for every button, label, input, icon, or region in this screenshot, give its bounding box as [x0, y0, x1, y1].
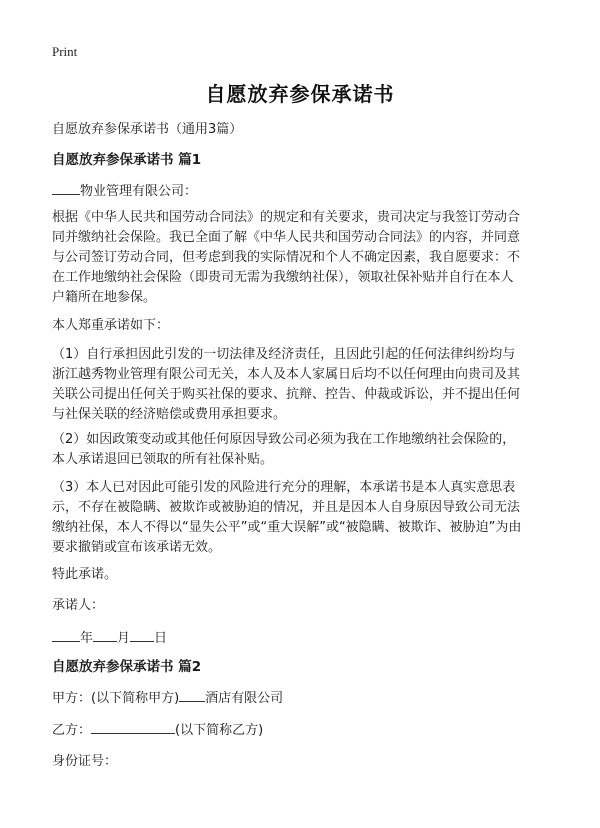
paragraph-line: 户籍所在地参保。	[52, 290, 157, 305]
party-b-suffix: (以下简称乙方)	[175, 723, 264, 738]
section2-party-a	[52, 687, 283, 709]
blank-line	[179, 687, 205, 702]
paragraph-line: 示，不存在被隐瞒、被欺诈或被胁迫的情况，并且是因本人自身原因导致公司无法	[52, 500, 521, 515]
date-day: 日	[154, 631, 168, 646]
paragraph-line: 缴纳社保，本人不得以“显失公平”或“重大误解”或“被隐瞒、被欺诈、被胁迫”为由	[52, 520, 522, 535]
addressee-text: 物业管理有限公司：	[80, 184, 198, 199]
paragraph-line: 同并缴纳社会保险。我已全面了解《中华人民共和国劳动合同法》的内容，并同意	[52, 230, 521, 245]
date-year: 年	[80, 631, 94, 646]
paragraph-line: 在工作地缴纳社会保险（即贵司无需为我缴纳社保），领取社保补贴并自行在本人	[52, 270, 514, 285]
section2-heading: 自愿放弃参保承诺书 篇2	[52, 659, 202, 675]
blank-line	[93, 627, 117, 642]
section1-heading: 自愿放弃参保承诺书 篇1	[52, 152, 202, 168]
date-month: 月	[117, 631, 131, 646]
paragraph-line: 本人承诺退回已领取的所有社保补贴。	[52, 452, 274, 467]
paragraph-line: 浙江越秀物业管理有限公司无关，本人及本人家属日后均不以任何理由向贵司及其	[52, 367, 521, 382]
paragraph-line: 关联公司提出任何关于购买社保的要求、抗辩、控告、仲裁或诉讼，并不提出任何	[52, 387, 521, 402]
paragraph-line: （1）自行承担因此引发的一切法律及经济责任，且因此引起的任何法律纠纷均与	[52, 347, 516, 362]
party-a-prefix: 甲方：(以下简称甲方)	[52, 691, 180, 706]
print-link[interactable]: Print	[52, 44, 78, 59]
section1-paragraph-1	[52, 208, 552, 308]
section1-item-1	[52, 345, 552, 425]
paragraph-line: （2）如因政策变动或其他任何原因导致公司必须为我在工作地缴纳社会保险的，	[52, 432, 516, 447]
paragraph-line: 要求撤销或宣布该承诺无效。	[52, 540, 222, 555]
blank-line	[130, 627, 154, 642]
paragraph-line: 根据《中华人民共和国劳动合同法》的规定和有关要求，贵司决定与我签订劳动合	[52, 210, 521, 225]
paragraph-line: 与社保关联的经济赔偿或费用承担要求。	[52, 407, 287, 422]
section1-closing: 特此承诺。	[52, 567, 118, 582]
section1-item-3	[52, 478, 552, 558]
party-a-suffix: 酒店有限公司	[205, 691, 284, 706]
blank-line	[52, 180, 80, 195]
section1-paragraph-2: 本人郑重承诺如下：	[52, 318, 170, 333]
blank-line	[52, 627, 80, 642]
section1-addressee	[52, 180, 197, 202]
section2-party-b	[52, 719, 263, 741]
section2-id-label: 身份证号：	[52, 754, 118, 769]
section1-date	[52, 627, 167, 649]
blank-line	[91, 719, 175, 734]
party-b-prefix: 乙方：	[52, 723, 92, 738]
document-subtitle: 自愿放弃参保承诺书（通用3篇）	[52, 122, 243, 137]
paragraph-line: 与公司签订劳动合同，但考虑到我的实际情况和个人不确定因素，我自愿要求：不	[52, 250, 521, 265]
paragraph-line: （3）本人已对因此可能引发的风险进行充分的理解，本承诺书是本人真实意思表	[52, 480, 516, 495]
section1-item-2	[52, 430, 552, 470]
section1-signer: 承诺人：	[52, 598, 105, 613]
document-title: 自愿放弃参保承诺书	[205, 82, 395, 106]
